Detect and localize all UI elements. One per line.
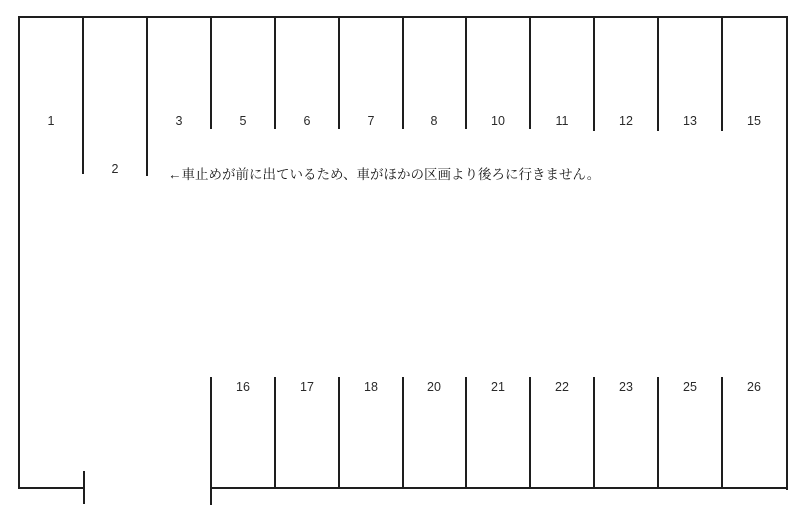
stall-divider-top-8-10 bbox=[465, 17, 467, 129]
stall-label-22: 22 bbox=[555, 380, 569, 394]
stall-divider-top-6-7 bbox=[338, 17, 340, 129]
stall-label-26: 26 bbox=[747, 380, 761, 394]
stall-label-1: 1 bbox=[47, 114, 55, 128]
stall-divider-bottom-23-25 bbox=[657, 377, 659, 489]
stall-divider-top-1-2 bbox=[82, 17, 84, 174]
stall-label-11: 11 bbox=[555, 114, 569, 128]
stall-label-16: 16 bbox=[236, 380, 250, 394]
stall-label-5: 5 bbox=[239, 114, 247, 128]
stall-divider-top-5-6 bbox=[274, 17, 276, 129]
lot-boundary-right bbox=[786, 16, 788, 490]
stall-label-13: 13 bbox=[683, 114, 697, 128]
stall-divider-bottom-16-17 bbox=[274, 377, 276, 489]
stall-divider-bottom-17-18 bbox=[338, 377, 340, 489]
stall-divider-top-7-8 bbox=[402, 17, 404, 129]
stall-label-25: 25 bbox=[683, 380, 697, 394]
stall-label-21: 21 bbox=[491, 380, 505, 394]
stall-label-23: 23 bbox=[619, 380, 633, 394]
stall-label-15: 15 bbox=[747, 114, 761, 128]
stall-divider-top-13-15 bbox=[721, 17, 723, 131]
stall-label-3: 3 bbox=[175, 114, 183, 128]
stall-divider-bottom-22-23 bbox=[593, 377, 595, 489]
stall-label-8: 8 bbox=[430, 114, 438, 128]
stall-divider-top-11-12 bbox=[593, 17, 595, 131]
stall-divider-top-10-11 bbox=[529, 17, 531, 129]
bottom-row-baseline bbox=[210, 487, 788, 489]
stall-label-10: 10 bbox=[491, 114, 505, 128]
stall-label-17: 17 bbox=[300, 380, 314, 394]
stall-label-2: 2 bbox=[111, 162, 119, 176]
stall-divider-bottom-25-26 bbox=[721, 377, 723, 489]
stall-divider-top-12-13 bbox=[657, 17, 659, 131]
stall-label-18: 18 bbox=[364, 380, 378, 394]
stall-label-12: 12 bbox=[619, 114, 633, 128]
lot-boundary-bottom-left-segment bbox=[18, 487, 85, 489]
stall-divider-top-2-3 bbox=[146, 17, 148, 176]
bottom-row-left-edge bbox=[210, 377, 212, 505]
stall-label-20: 20 bbox=[427, 380, 441, 394]
stall-divider-bottom-18-20 bbox=[402, 377, 404, 489]
stall-divider-bottom-21-22 bbox=[529, 377, 531, 489]
stall-divider-bottom-20-21 bbox=[465, 377, 467, 489]
entrance-edge-tick bbox=[83, 471, 85, 504]
stall-label-6: 6 bbox=[303, 114, 311, 128]
lot-boundary-left bbox=[18, 16, 20, 489]
wheel-stop-annotation: ←車止めが前に出ているため、車がほかの区画より後ろに行きません。 bbox=[168, 167, 601, 182]
stall-label-7: 7 bbox=[367, 114, 375, 128]
stall-divider-top-3-5 bbox=[210, 17, 212, 129]
